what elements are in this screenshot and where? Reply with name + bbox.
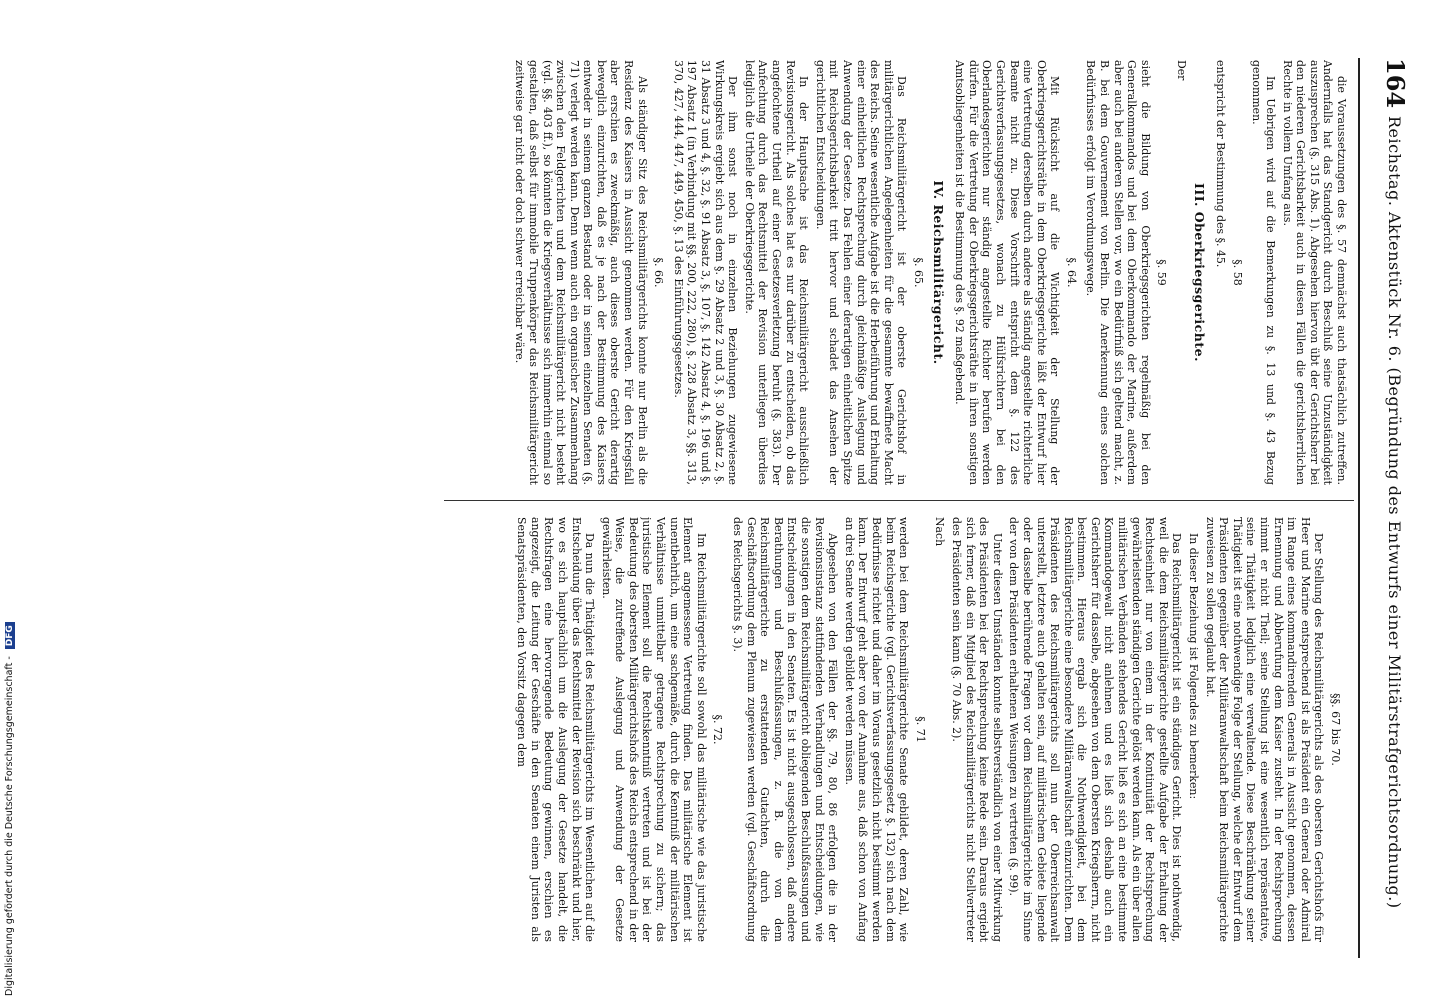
body-paragraph: Im Reichsmilitärgerichte soll sowohl das militärische wie das juristische Element angemessene Vertretung finden. Das militärische Element ist unentbehrlich, um eine sachgemäße, durch die Kenntniß der militärischen Verhältnisse unmittelbar getragene Rechtsprechung zu sichern; das juristische Element soll die Rechtskenntniß vertreten und ist bei der Bedeutung des obersten Militärgerichtshofs des Reichs entsprechend in der Weise, die zutreffende Auslegung und Anwendung der Gesetze gewährleisten. <box>599 517 708 942</box>
body-paragraph: Der Stellung des Reichsmilitärgerichts als des obersten Gerichtshofs für Heer und Marine entsprechend ist als Präsident ein General oder Admiral im Range eines kommandirenden Generals in Aussicht genommen, dessen Ernennung und Abberufung dem Kaiser zusteht. In der Rechtsprechung nimmt er nicht Theil; seine Stellung ist eine wesentlich repräsentative, seine Thätigkeit lediglich eine verwaltende. Diese Beschränkung seiner Thätigkeit ist eine nothwendige Folge der Stellung, welche der Entwurf dem Präsidenten gegenüber der Militäranwaltschaft beim Reichsmilitärgerichte zuweisen zu sollen geglaubt hat. <box>1203 517 1326 942</box>
paragraph-number: §. 58 <box>1230 259 1244 286</box>
page-header <box>1366 58 1426 958</box>
left-text-column <box>28 60 1348 485</box>
credit-text: Digitalisierung gefördert durch die Deutsche Forschungsgemeinschaft - <box>4 656 15 996</box>
running-title: Reichstag. Aktenstück Nr. 6. (Begründung des Entwurfs einer Militärstrafgerichtsordnung.) <box>1385 116 1404 909</box>
body-paragraph: Das Reichsmilitärgericht ist der oberste Gerichtshof in militärgerichtlichen Angelegenheiten für die gesammte bewaffnete Macht des Reichs. Seine wesentliche Aufgabe ist die Herbeiführung und Erhaltung einer einheitlichen Rechtsprechung durch gleichmäßige Auslegung und Anwendung der Gesetze. Das Fehlen einer derartigen einheitlichen Spitze mit Reichsgerichtsbarkeit tritt hervor und schadet das Ansehen der gerichtlichen Entscheidungen. <box>813 60 909 485</box>
header-rule <box>1358 58 1360 958</box>
body-paragraph: die Voraussetzungen des §. 57 demnächst auch thatsächlich zutreffen. Andernfalls hat das Standgericht durch Beschluß seine Unzuständigkeit auszusprechen (§. 315 Abs. 1). Abgesehen hiervon übt der Gerichtsherr bei den niederen Gerichtsbarkeit auch in diesen Fällen die gerichtsherrlichen Rechte in vollem Umfang aus. <box>1280 60 1348 485</box>
dfg-logo: DFG <box>5 622 15 649</box>
column-divider <box>444 500 1354 501</box>
body-paragraph: Das Reichsmilitärgericht ist ein ständiges Gericht. Dies ist nothwendig, weil die dem Reichsmilitärgerichte gestellte Aufgabe der Erhaltung der Rechtseinheit nur von einem in der Kontinuität der Rechtsprechung gewährleistenden ständigen Gerichte gelöst werden kann. Als ein über allen militärischen Verbänden stehendes Gericht ließ es sich an eine bestimmte Kommandogewalt nicht anlehnen und es ließ sich deshalb auch ein Gerichtsherr für dasselbe, abgesehen von dem Obersten Kriegsherrn, nicht bestimmen. Hieraus ergab sich die Nothwendigkeit, bei dem Reichsmilitärgerichte eine besondere Militäranwaltschaft einzurichten. Dem Präsidenten des Reichsmilitärgerichts soll nun der Oberreichsanwalt unterstellt, letztere auch gehalten sein, auf militärischem Gebiete liegende oder dasselbe berührende Fragen vor dem Reichsmilitärgerichte im Sinne der von dem Präsidenten erhaltenen Weisungen zu vertreten (§. 99). <box>1007 517 1184 942</box>
body-paragraph: Der ihm sonst noch in einzelnen Beziehungen zugewiesene Wirkungskreis ergiebt sich aus dem §. 29 Absatz 2 und 3, §. 30 Absatz 2, §. 31 Absatz 3 und 4, §. 32, §. 91 Absatz 3, §. 107, §. 142 Absatz 4, §. 196 und §. 197 Absatz 1 (in Verbindung mit §§. 200, 222, 280), §. 228 Absatz 3, §§. 313, 370, 427, 444, 447, 449, 450, §. 13 des Einführungsgesetzes. <box>671 60 740 485</box>
paragraph-number: §. 71 <box>913 716 927 743</box>
body-paragraph: Mit Rücksicht auf die Wichtigkeit der Stellung der Oberkriegsgerichtsräthe in dem Oberkriegsgerichte läßt der Entwurf hier eine Vertretung derselben durch andere als ständig angestellte richterliche Beamte nicht zu. Diese Vorschrift entspricht dem §. 122 des Gerichtsverfassungsgesetzes, wonach zu Hülfsrichtern bei den Oberlandesgerichten nur ständig angestellte Richter berufen werden dürfen. Für die Vertretung der Oberkriegsgerichtsräthe in ihren sonstigen Amtsobliegenheiten ist die Bestimmung des §. 92 maßgebend. <box>953 60 1062 485</box>
paragraph-number: §§. 67 bis 70. <box>1329 693 1342 766</box>
body-paragraph: Als ständiger Sitz des Reichsmilitärgerichts konnte nur Berlin als die Residenz des Kaisers in Aussicht genommen werden. Für den Kriegsfall aber erschien es zweckmäßig, auch dieses oberste Gericht derartig beweglich einzurichten, daß es je nach der Bestimmung des Kaisers entweder in seinem ganzen Bestand oder in seinen einzelnen Senaten (§. 71) verlegt werden kann. Denn wenn auch ein organischer Zusammenhang zwischen den Feldgerichten und dem Reichsmilitärgericht nicht besteht (vgl. §§. 403 ff.), so könnten die Kriegsverhältnisse sich immerhin einmal so gestalten, daß selbst für immobile Truppenkörper das Reichsmilitärgericht zeitweise gar nicht oder doch schwer erreichbar wäre. <box>513 60 649 485</box>
body-paragraph: In der Hauptsache ist das Reichsmilitärgericht ausschließlich Revisionsgericht. Als solches hat es nur darüber zu entscheiden, ob das angefochtene Urtheil auf einer Gesetzesverletzung beruht (§. 383). Der Anfechtung durch das Rechtsmittel der Revision unterliegen überdies lediglich die Urtheile der Oberkriegsgerichte. <box>742 60 811 485</box>
paragraph-number: §. 65. <box>911 257 925 288</box>
section-heading: III. Oberkriegsgerichte. <box>1191 183 1207 362</box>
body-paragraph: Abgesehen von den Fällen der §§. 79, 80, 86 erfolgen die in der Revisionsinstanz stattfindenden Verhandlungen und Entscheidungen, wie die sonstigen dem Reichsmilitärgericht obliegenden Beschlußfassungen und Entscheidungen in den Senaten. Es ist nicht ausgeschlossen, daß andere Berathungen und Beschlußfassungen, z. B. die von dem Reichsmilitärgerichte zu erstattenden Gutachten, durch die Geschäftsordnung dem Plenum zugewiesen werden (vgl. Geschäftsordnung des Reichsgerichts §. 3). <box>731 517 840 942</box>
body-paragraph: Da nun die Thätigkeit des Reichsmilitärgerichts im Wesentlichen auf die Entscheidung über das Rechtsmittel der Revision sich beschränkt und hier, wo es sich hauptsächlich um die Auslegung der Gesetze handelt, die Rechtsfragen eine hervorragende Bedeutung gewinnen, erschien es angezeigt, die Leitung der Geschäfte in den Senaten einem Juristen als Senatspräsidenten, den Vorsitz dagegen dem <box>515 517 597 942</box>
digitization-credit <box>4 496 15 996</box>
paragraph-number: §. 72. <box>711 714 725 745</box>
paragraph-number: §. 64. <box>1064 257 1078 288</box>
body-paragraph: In dieser Beziehung ist Folgendes zu bemerken: <box>1187 533 1201 800</box>
body-paragraph: Unter diesen Umständen konnte selbstverständlich von einer Mitwirkung des Präsidenten bei der Rechtsprechung keine Rede sein. Daraus ergiebt sich ferner, daß ein Mitglied des Reichsmilitärgerichts nicht Stellvertreter des Präsidenten sein kann (§. 70 Abs. 2). <box>949 517 1004 942</box>
body-paragraph: entspricht der Bestimmung des §. 45. <box>1214 60 1228 268</box>
paragraph-number: §. 59 <box>1155 259 1169 286</box>
body-paragraph: sieht die Bildung von Oberkriegsgerichten regelmäßig bei den Generalkommandos und bei dem Oberkommando der Marine, außerdem aber auch bei anderen Stellen vor, wo ein Bedürfniß sich geltend macht, z. B. bei dem Gouvernement von Berlin. Die Anerkennung eines solchen Bedürfnisses erfolgt im Verordnungswege. <box>1084 60 1152 485</box>
section-heading: IV. Reichsmilitärgericht. <box>930 180 946 365</box>
body-paragraph: Im Uebrigen wird auf die Bemerkungen zu §. 13 und §. 43 Bezug genommen. <box>1250 60 1278 485</box>
body-paragraph: werden bei dem Reichsmilitärgerichte Senate gebildet, deren Zahl, wie beim Reichsgerichte (vgl. Gerichtsverfassungsgesetz §. 132) sich nach dem Bedürfnisse richtet und daher im Voraus gesetzlich nicht bestimmt werden kann. Der Entwurf geht aber von der Annahme aus, daß schon von Anfang an drei Senate werden gebildet werden müssen. <box>842 517 911 942</box>
page-number: 164 <box>1381 58 1410 109</box>
body-paragraph: Der <box>1175 60 1189 81</box>
paragraph-number: §. 66. <box>652 257 666 288</box>
right-text-column <box>28 517 1348 942</box>
body-paragraph: Nach <box>933 517 947 547</box>
